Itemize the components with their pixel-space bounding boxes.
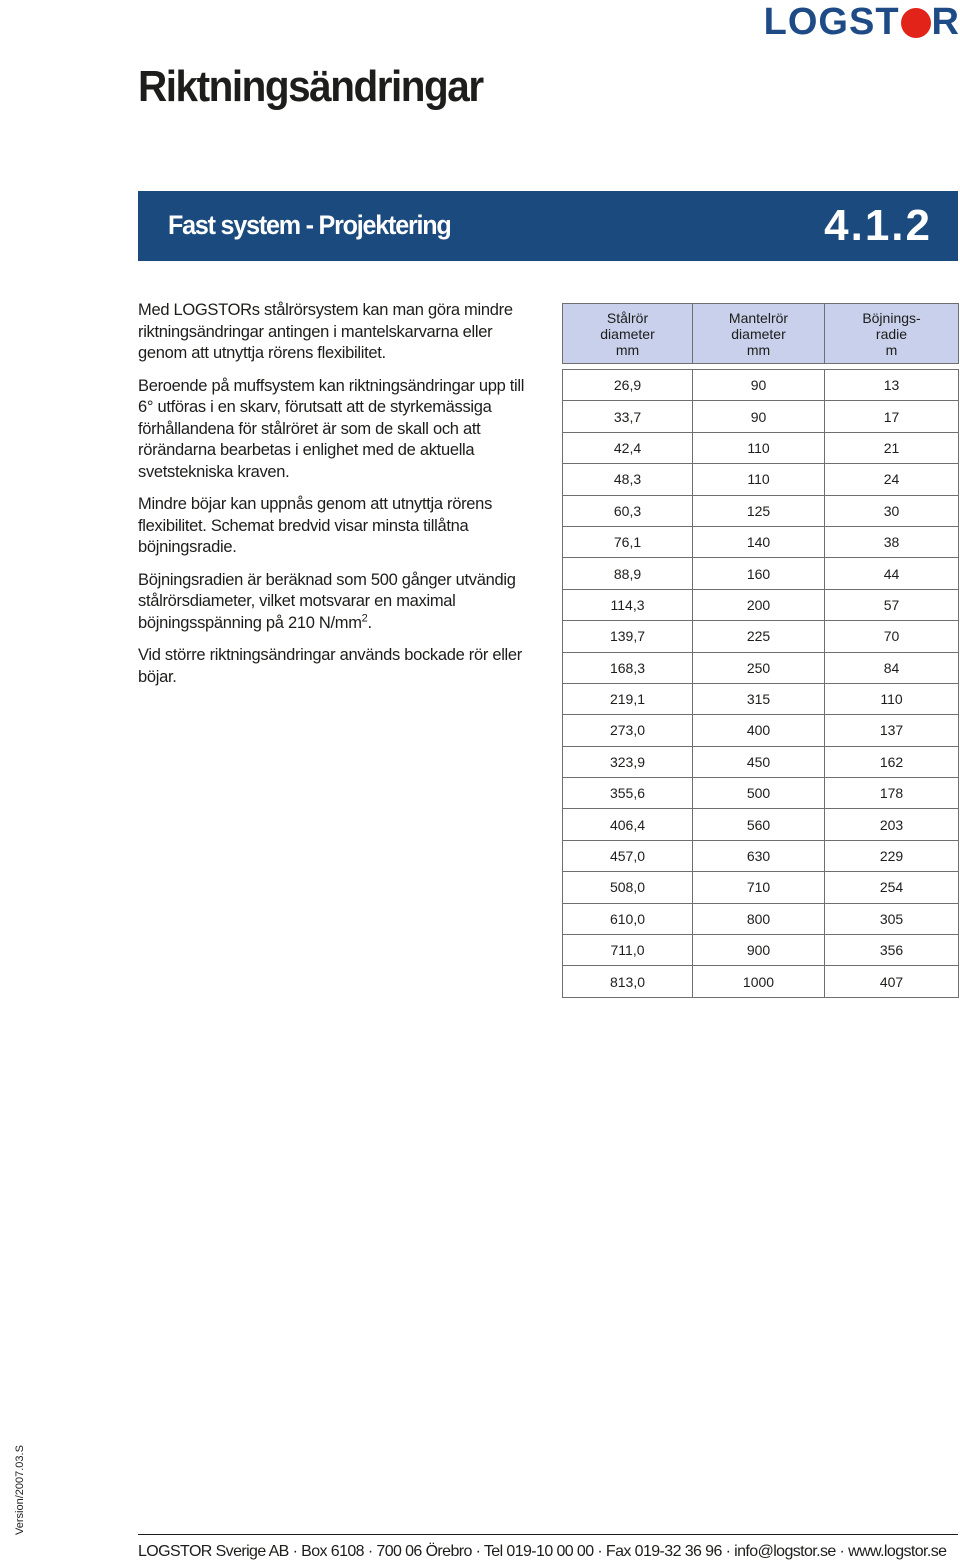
- header-casing-diameter: [693, 304, 825, 364]
- table-row: [563, 370, 959, 401]
- table-cell: 813,0: [563, 966, 693, 997]
- header-line: diameter: [600, 325, 655, 342]
- table-row: [563, 621, 959, 652]
- table-row: [563, 464, 959, 495]
- table-cell: 60,3: [563, 495, 693, 526]
- logstor-logo: [700, 2, 960, 42]
- table-cell: 457,0: [563, 840, 693, 871]
- table-cell: 70: [825, 621, 959, 652]
- table-cell: 800: [693, 903, 825, 934]
- paragraph: Vid större riktningsändringar används bockade rör eller böjar.: [138, 646, 522, 686]
- paragraph: Mindre böjar kan uppnås genom att utnyttja rörens flexibilitet. Schemat bredvid visar minsta tillåtna böjningsradie.: [138, 495, 493, 556]
- table-cell: 400: [693, 715, 825, 746]
- table-row: [563, 715, 959, 746]
- paragraph-with-unit: [138, 570, 538, 635]
- table-cell: 219,1: [563, 683, 693, 714]
- table-row: [563, 526, 959, 557]
- table-cell: 710: [693, 872, 825, 903]
- paragraph-end: .: [367, 613, 372, 632]
- table-cell: 273,0: [563, 715, 693, 746]
- table-cell: 110: [825, 683, 959, 714]
- table-cell: 38: [825, 526, 959, 557]
- footer-contact: LOGSTOR Sverige AB · Box 6108 · 700 06 Örebro · Tel 019-10 00 00 · Fax 019-32 36 96 · info@logstor.se · www.logstor.se: [138, 1543, 947, 1560]
- table-row: [563, 432, 959, 463]
- table-cell: 137: [825, 715, 959, 746]
- table-cell: 44: [825, 558, 959, 589]
- table-cell: 203: [825, 809, 959, 840]
- table-row: [563, 401, 959, 432]
- table-cell: 160: [693, 558, 825, 589]
- table-cell: 110: [693, 464, 825, 495]
- table-cell: 24: [825, 464, 959, 495]
- table-cell: 168,3: [563, 652, 693, 683]
- table-cell: 84: [825, 652, 959, 683]
- paragraph-text: Böjningsradien är beräknad som 500 gånger utvändig stålrörsdiameter, vilket motsvarar en maximal böjningsspänning på 210 N/mm: [138, 570, 516, 632]
- table-cell: 1000: [693, 966, 825, 997]
- table-row: [563, 840, 959, 871]
- logo-text-start: LOGST: [763, 1, 900, 43]
- table-row: [563, 872, 959, 903]
- paragraph: Beroende på muffsystem kan riktningsändringar upp till 6° utföras i en skarv, förutsatt att de styrkemässiga förhållandena för stålröret är som de skall och att rörändarna bearbetas i enlighet med de aktuella svetstekniska kraven.: [138, 376, 525, 481]
- table-cell: 90: [693, 370, 825, 401]
- table-row: [563, 966, 959, 997]
- table-cell: 26,9: [563, 370, 693, 401]
- superscript: 2: [361, 612, 368, 624]
- table-cell: 229: [825, 840, 959, 871]
- table-row: [563, 589, 959, 620]
- table-cell: 250: [693, 652, 825, 683]
- logo-text-end: R: [931, 1, 960, 43]
- table-cell: 225: [693, 621, 825, 652]
- table-cell: 125: [693, 495, 825, 526]
- table-cell: 610,0: [563, 903, 693, 934]
- section-header-bar: [138, 191, 958, 261]
- table-cell: 450: [693, 746, 825, 777]
- table-row: [563, 495, 959, 526]
- table-header-row: [563, 304, 959, 364]
- table-cell: 178: [825, 778, 959, 809]
- header-line: Stålrör: [606, 309, 649, 326]
- table-body: [563, 364, 959, 998]
- table-cell: 630: [693, 840, 825, 871]
- header-line: m: [885, 341, 898, 358]
- table-cell: 500: [693, 778, 825, 809]
- table-row: [563, 903, 959, 934]
- table-row: [563, 652, 959, 683]
- table-cell: 355,6: [563, 778, 693, 809]
- table-cell: 356: [825, 935, 959, 966]
- header-line: mm: [746, 341, 771, 358]
- header-line: Mantelrör: [728, 309, 789, 326]
- page-title: Riktningsändringar: [138, 62, 483, 111]
- header-bending-radius: [825, 304, 959, 364]
- logo-red-circle: [901, 8, 931, 38]
- table-cell: 21: [825, 432, 959, 463]
- table-cell: 13: [825, 370, 959, 401]
- table-row: [563, 746, 959, 777]
- table-cell: 254: [825, 872, 959, 903]
- table-cell: 90: [693, 401, 825, 432]
- header-steel-pipe-diameter: [563, 304, 693, 364]
- table-cell: 508,0: [563, 872, 693, 903]
- table-cell: 406,4: [563, 809, 693, 840]
- table-cell: 88,9: [563, 558, 693, 589]
- table-cell: 30: [825, 495, 959, 526]
- table-cell: 162: [825, 746, 959, 777]
- table-cell: 139,7: [563, 621, 693, 652]
- table-cell: 114,3: [563, 589, 693, 620]
- table-cell: 17: [825, 401, 959, 432]
- paragraph: Med LOGSTORs stålrörsystem kan man göra mindre riktningsändringar antingen i mantelskarvarna eller genom att utnyttja rörens flexibilitet.: [138, 301, 513, 362]
- table-row: [563, 558, 959, 589]
- bending-radius-table: [562, 303, 959, 998]
- table-cell: 33,7: [563, 401, 693, 432]
- table-row: [563, 809, 959, 840]
- header-line: diameter: [731, 325, 786, 342]
- table-cell: 48,3: [563, 464, 693, 495]
- header-line: radie: [875, 325, 908, 342]
- table-cell: 42,4: [563, 432, 693, 463]
- table-row: [563, 778, 959, 809]
- table-cell: 315: [693, 683, 825, 714]
- table-cell: 900: [693, 935, 825, 966]
- body-text: [138, 300, 538, 699]
- header-line: Böjnings-: [862, 309, 921, 326]
- table-cell: 110: [693, 432, 825, 463]
- table-cell: 140: [693, 526, 825, 557]
- table-cell: 407: [825, 966, 959, 997]
- table-cell: 305: [825, 903, 959, 934]
- table-cell: 323,9: [563, 746, 693, 777]
- table-row: [563, 683, 959, 714]
- table-cell: 76,1: [563, 526, 693, 557]
- version-label: Version/2007.03.S: [14, 1445, 26, 1535]
- table-cell: 711,0: [563, 935, 693, 966]
- section-number: 4.1.2: [824, 201, 932, 250]
- header-line: mm: [615, 341, 640, 358]
- table-row: [563, 935, 959, 966]
- section-title: Fast system - Projektering: [168, 210, 451, 240]
- table-cell: 560: [693, 809, 825, 840]
- footer-divider: [138, 1534, 958, 1535]
- table-cell: 57: [825, 589, 959, 620]
- table-cell: 200: [693, 589, 825, 620]
